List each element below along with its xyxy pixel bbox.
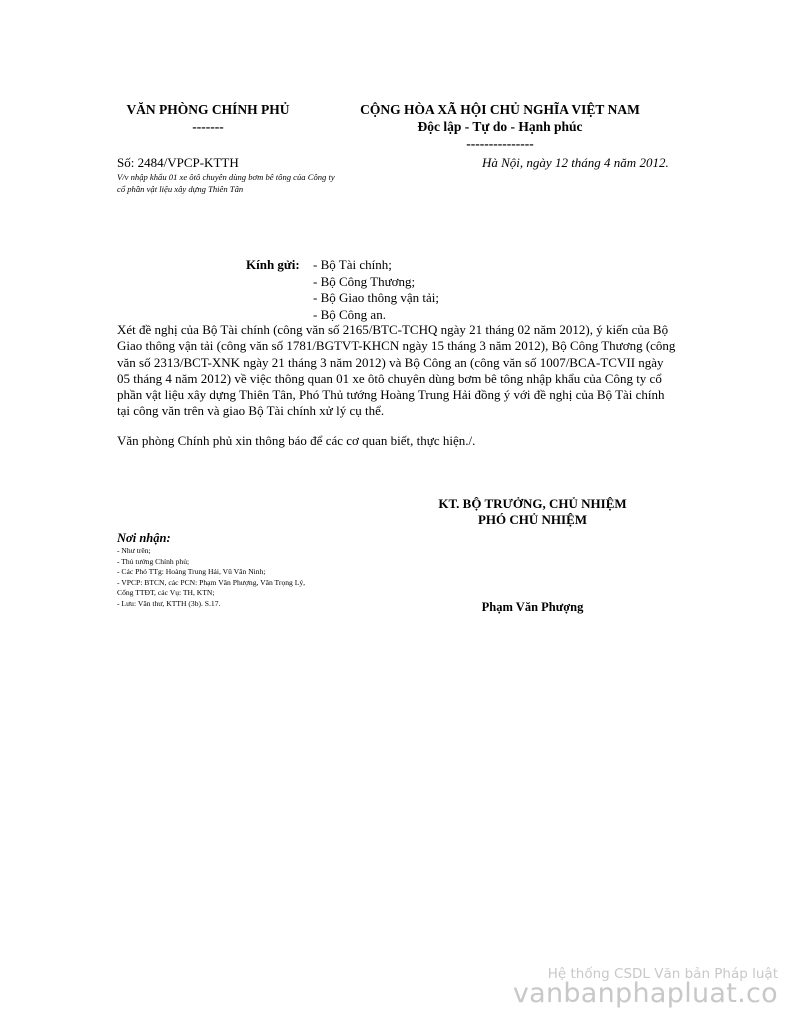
document-subject: V/v nhập khẩu 01 xe ôtô chuyên dùng bơm bê tông của Công ty cổ phần vật liệu xây dựng Thiên Tân	[117, 172, 335, 194]
motto-rule: ---------------	[466, 136, 534, 151]
motto: Độc lập - Tự do - Hạnh phúc	[417, 119, 583, 134]
recipients-list	[117, 546, 305, 610]
recipient-item: - Lưu: Văn thư, KTTH (3b). S.17.	[117, 598, 221, 608]
watermark-caption: Hệ thống CSDL Văn bản Pháp luật	[547, 966, 778, 982]
national-header	[340, 101, 660, 152]
addressee-item: - Bộ Công an.	[313, 306, 386, 322]
agency-header	[108, 101, 308, 135]
recipients-title: Nơi nhận:	[117, 531, 171, 545]
signature-title-line2: PHÓ CHỦ NHIỆM	[477, 512, 588, 527]
recipient-item: - Thủ tướng Chính phủ;	[117, 556, 190, 566]
agency-rule: -------	[192, 119, 224, 134]
signer-name: Phạm Văn Phượng	[481, 600, 584, 614]
recipient-item: - Như trên;	[117, 546, 151, 555]
agency-name: VĂN PHÒNG CHÍNH PHỦ	[126, 102, 290, 117]
recipient-item: Cổng TTĐT, các Vụ: TH, KTN;	[117, 588, 215, 598]
recipient-item: - Các Phó TTg: Hoàng Trung Hải, Vũ Văn Ninh;	[117, 567, 266, 577]
document-number: Số: 2484/VPCP-KTTH	[117, 155, 239, 170]
country-name: CỘNG HÒA XÃ HỘI CHỦ NGHĨA VIỆT NAM	[360, 102, 640, 117]
watermark-site: vanbanphapluat.co	[512, 978, 778, 1009]
signature-title	[420, 496, 645, 528]
addressee-item: - Bộ Giao thông vận tải;	[313, 290, 440, 305]
addressees-label: Kính gửi:	[246, 257, 300, 272]
recipient-item: - VPCP: BTCN, các PCN: Phạm Văn Phượng, Văn Trọng Lý,	[117, 577, 306, 587]
addressees-list	[313, 257, 439, 323]
closing-sentence: Văn phòng Chính phủ xin thông báo để các cơ quan biết, thực hiện./.	[117, 433, 476, 448]
addressee-item: - Bộ Tài chính;	[313, 257, 392, 272]
body-paragraph: Xét đề nghị của Bộ Tài chính (công văn số 2165/BTC-TCHQ ngày 21 tháng 02 năm 2012), ý kiến của Bộ Giao thông vận tải (công văn số 1781/BGTVT-KHCN ngày 15 tháng 3 năm 2012), Bộ Công Thương (công văn số 2313/BCT-XNK ngày 21 tháng 3 năm 2012) và Bộ Công an (công văn số 1007/BCA-TCVII ngày 05 tháng 4 năm 2012) về việc thông quan 01 xe ôtô chuyên dùng bơm bê tông nhập khẩu của Công ty cổ phần vật liệu xây dựng Thiên Tân, Phó Thủ tướng Hoàng Trung Hải đồng ý với đề nghị của Bộ Tài chính tại công văn trên và giao Bộ Tài chính xử lý cụ thể.	[117, 322, 676, 419]
document-date: Hà Nội, ngày 12 tháng 4 năm 2012.	[482, 155, 669, 170]
addressee-item: - Bộ Công Thương;	[313, 273, 416, 289]
signature-title-line1: KT. BỘ TRƯỞNG, CHỦ NHIỆM	[438, 496, 627, 511]
